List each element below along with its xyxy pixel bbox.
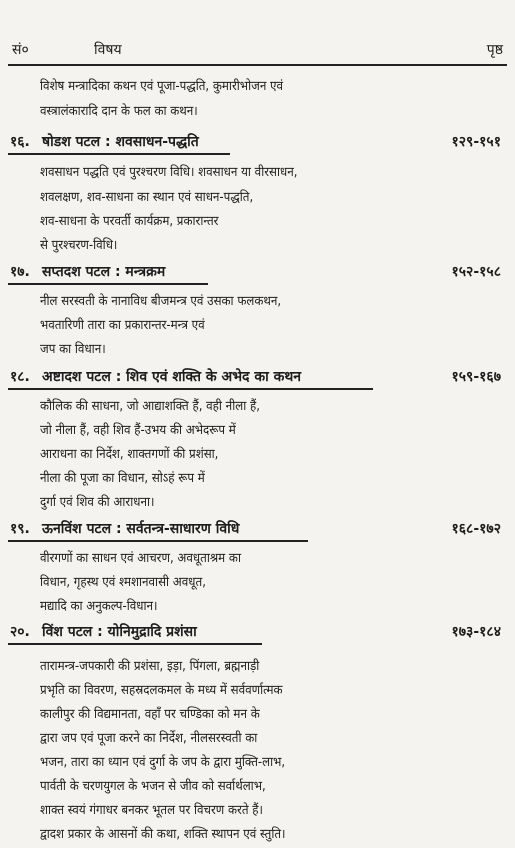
entry-page-range: १५९-१६७ — [451, 369, 501, 385]
entry-description-line: विधान, गृहस्थ एवं श्मशानवासी अवधूत, — [40, 575, 206, 590]
entry-description-line: द्वादश प्रकार के आसनों की कथा, शक्ति स्थापन एवं स्तुति। — [40, 827, 286, 842]
entry-description-line: प्रभृति का विवरण, सहस्रदलकमल के मध्य में सर्ववर्णात्मक — [40, 683, 283, 698]
entry-description-line: मद्यादि का अनुकल्प-विधान। — [40, 599, 158, 614]
table-header — [10, 40, 505, 62]
entry-description-line: शाक्त स्वयं गंगाधर बनकर भूतल पर विचरण करते हैं। — [40, 803, 263, 818]
entry-description-line: शवलक्षण, शव-साधना का स्थान एवं साधन-पद्धति, — [40, 190, 254, 205]
entry-description-line: तारामन्त्र-जपकारी की प्रशंसा, इड़ा, पिंगला, ब्रह्मनाड़ी — [40, 659, 260, 674]
entry-description-line: द्वारा जप एवं पूजा करने का निर्देश, नीलसरस्वती का — [40, 731, 258, 746]
entry-description-line: जप का विधान। — [40, 342, 106, 357]
entry-description-line: दुर्गा एवं शिव की आराधना। — [40, 495, 155, 510]
entry-description-line: कौलिक की साधना, जो आद्याशक्ति हैं, वही नीला हैं, — [40, 399, 260, 414]
entry-page-range: १७३-१८४ — [451, 624, 501, 640]
subject-column-label: विषय — [94, 42, 122, 58]
entry-title-underline — [8, 283, 208, 285]
number-column-label: सं० — [12, 42, 29, 58]
entry-number: १६. — [10, 134, 30, 150]
intro-line: वस्त्रालंकारादि दान के फल का कथन। — [40, 104, 198, 119]
entry-title: विंश पटल : योनिमुद्रादि प्रशंसा — [42, 624, 197, 640]
entry-description-line: जो नीला हैं, वही शिव हैं-उभय की अभेदरूप में — [40, 423, 236, 438]
entry-number: १७. — [10, 264, 30, 280]
entry-title: षोडश पटल : शवसाधन-पद्धति — [42, 134, 199, 150]
entry-title: अष्टादश पटल : शिव एवं शक्ति के अभेद का कथन — [42, 369, 302, 385]
entry-title-underline — [8, 540, 308, 542]
entry-description-line: नीला की पूजा का विधान, सोऽहं रूप में — [40, 471, 205, 486]
entry-number: २०. — [10, 624, 30, 640]
entry-number: १८. — [10, 369, 30, 385]
intro-line: विशेष मन्त्रादिका कथन एवं पूजा-पद्धति, कुमारीभोजन एवं — [40, 79, 284, 94]
entry-description-line: वीरगणों का साधन एवं आचरण, अवधूताश्रम का — [40, 551, 241, 566]
entry-description-line: भवतारिणी तारा का प्रकारान्तर-मन्त्र एवं — [40, 318, 205, 333]
entry-title: ऊनविंश पटल : सर्वतन्त्र-साधारण विधि — [42, 521, 240, 537]
entry-title-underline — [8, 643, 262, 645]
entry-description-line: शवसाधन पद्धति एवं पुरश्चरण विधि। शवसाधन या वीरसाधन, — [40, 165, 298, 180]
entry-description-line: नील सरस्वती के नानाविध बीजमन्त्र एवं उसका फलकथन, — [40, 294, 282, 309]
entry-title: सप्तदश पटल : मन्त्रक्रम — [42, 264, 166, 280]
header-rule — [8, 64, 507, 66]
entry-description-line: भजन, तारा का ध्यान एवं दुर्गा के जप के द्वारा मुक्ति-लाभ, — [40, 755, 286, 770]
entry-description-line: पार्वती के चरणयुगल के भजन से जीव को सर्वार्थलाभ, — [40, 779, 266, 794]
entry-title-underline — [8, 153, 230, 155]
page-column-label: पृष्ठ — [486, 42, 503, 58]
entry-page-range: १२९-१५१ — [451, 134, 501, 150]
entry-page-range: १५२-१५८ — [451, 264, 501, 280]
entry-number: १९. — [10, 521, 30, 537]
entry-page-range: १६८-१७२ — [451, 521, 501, 537]
entry-title-underline — [8, 388, 373, 390]
entry-description-line: शव-साधना के परवर्ती कार्यक्रम, प्रकारान्तर — [40, 214, 219, 229]
entry-description-line: से पुरश्चरण-विधि। — [40, 238, 118, 253]
entry-description-line: आराधना का निर्देश, शाक्तगणों की प्रशंसा, — [40, 447, 219, 462]
entry-description-line: कालीपुर की विद्यमानता, वहाँ पर चण्डिका को मन के — [40, 707, 260, 722]
